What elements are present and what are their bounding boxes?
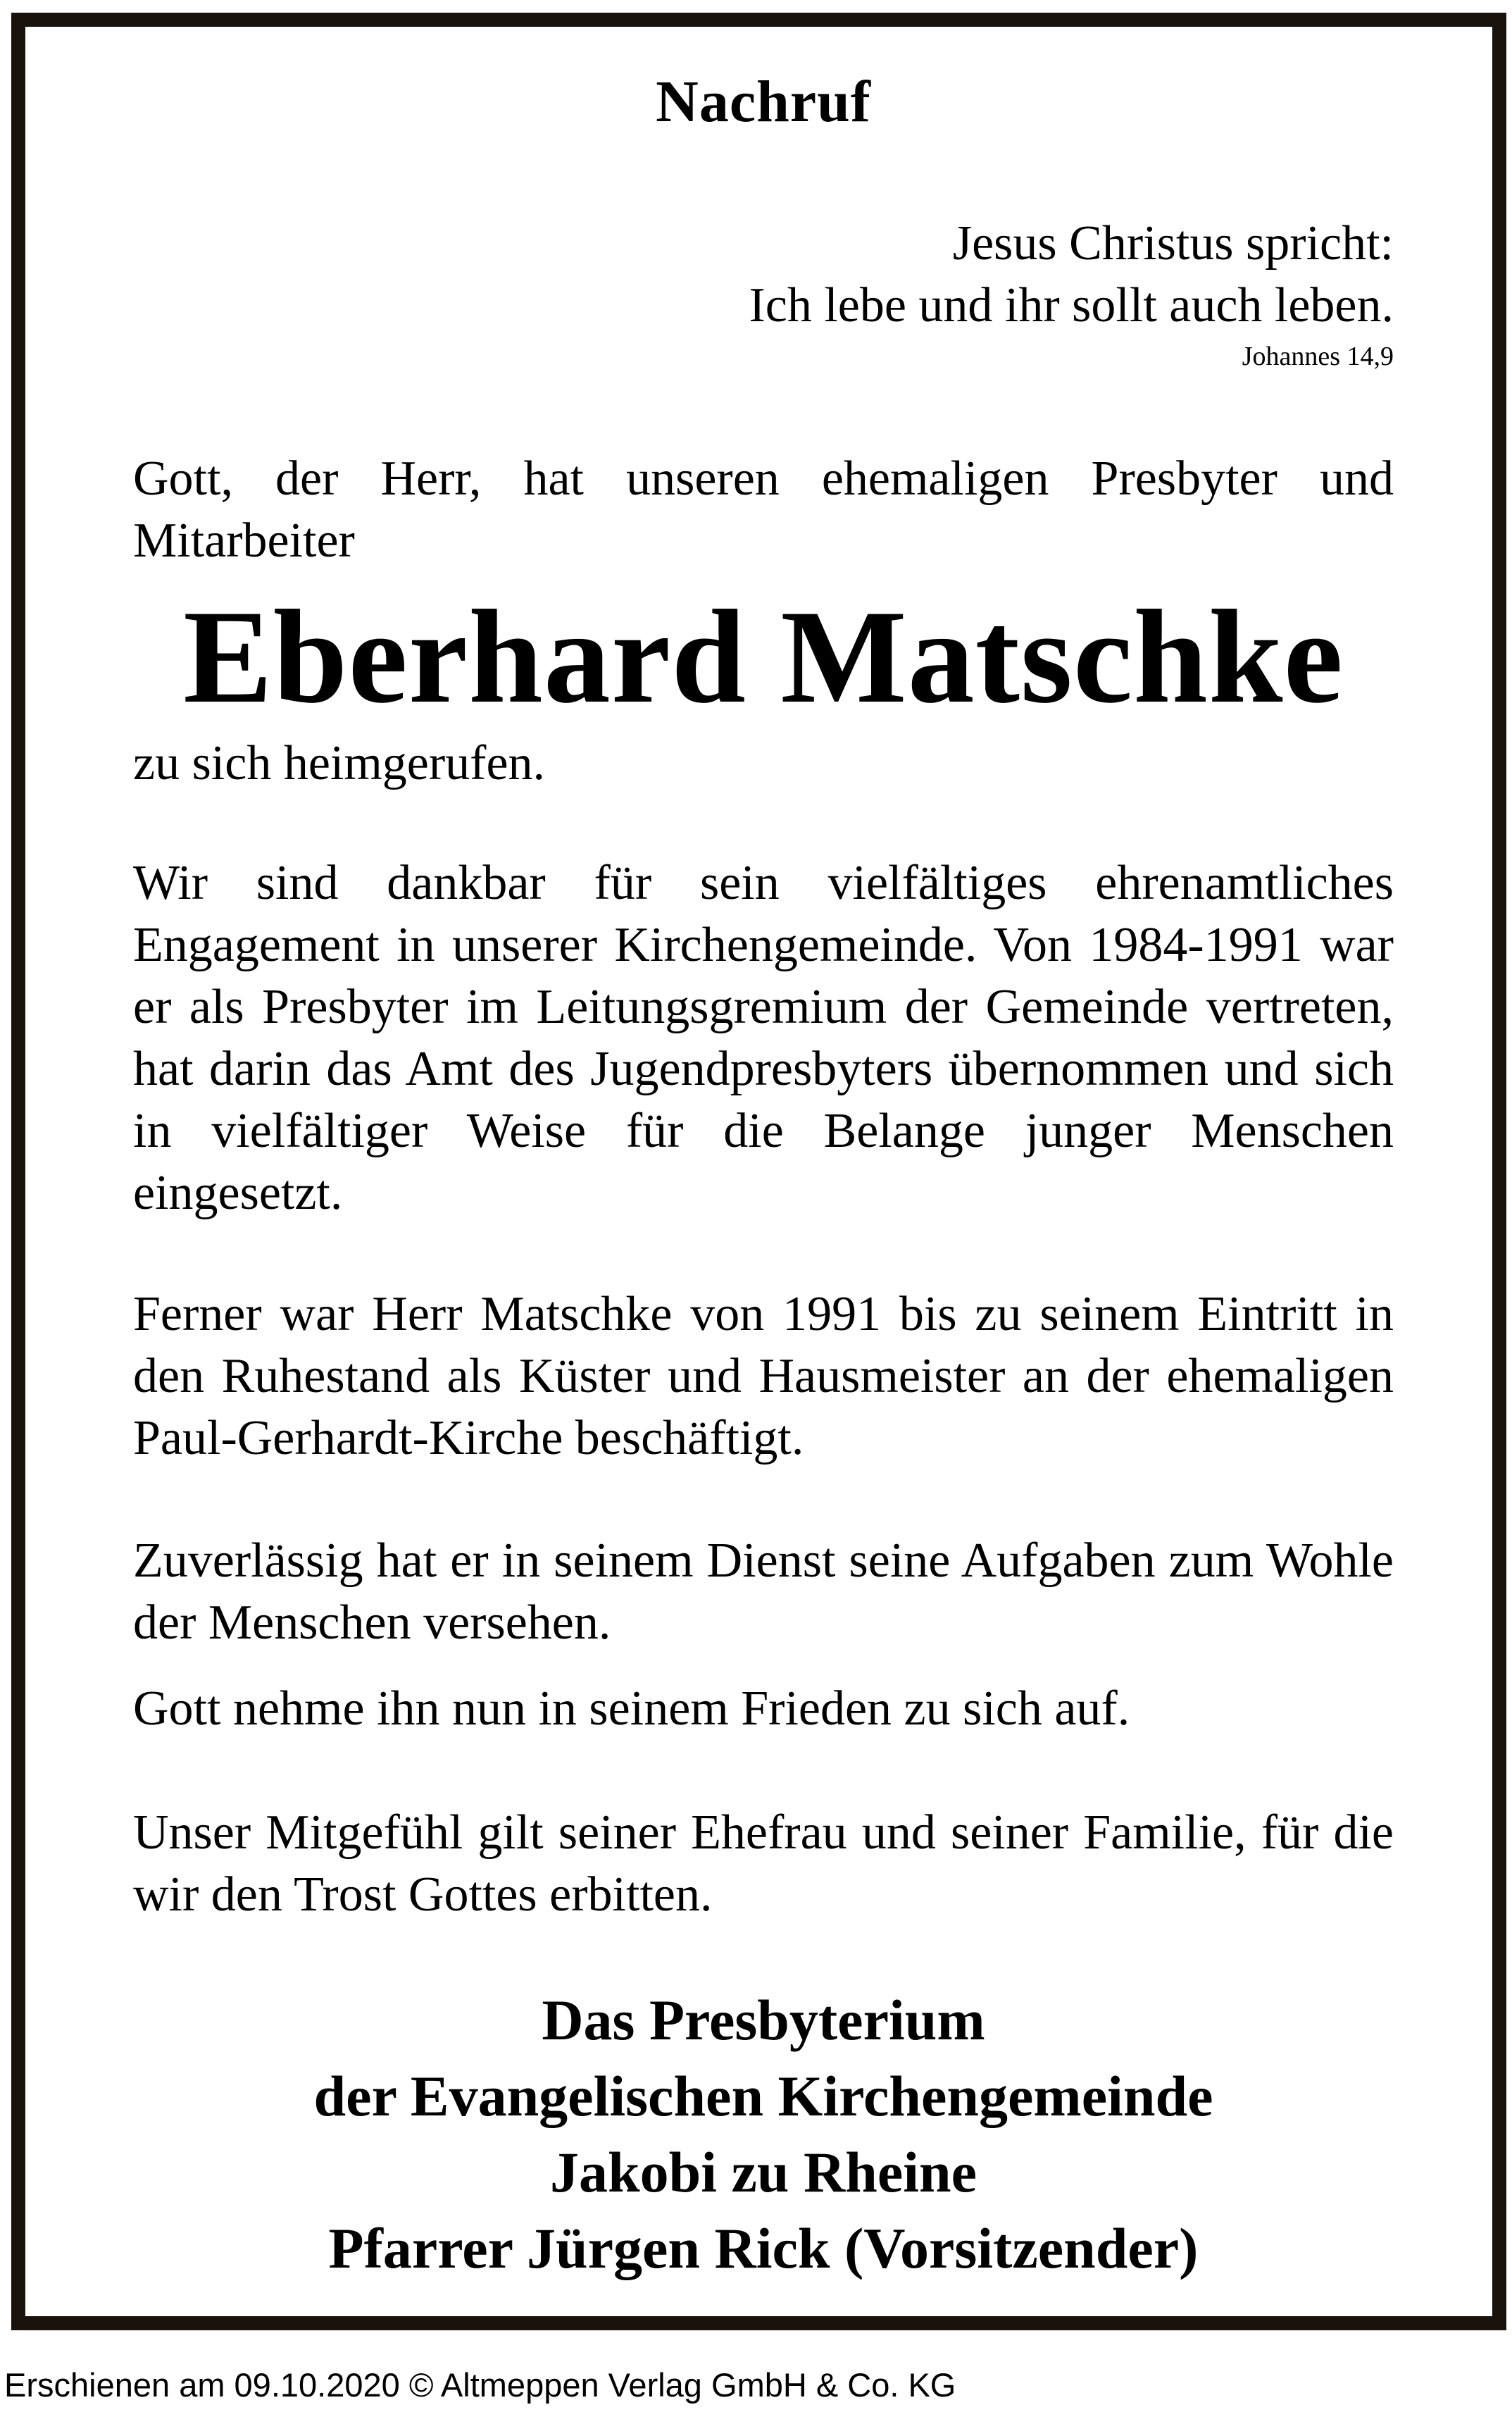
signature-line-1: Das Presbyterium: [542, 1988, 985, 2052]
publication-footer: Erschienen am 09.10.2020 © Altmeppen Verlag GmbH & Co. KG: [4, 2366, 956, 2404]
paragraph-sympathy: Unser Mitgefühl gilt seiner Ehefrau und seiner Familie, für die wir den Trost Gottes erbitten.: [133, 1805, 1394, 1922]
verse-line-1: Jesus Christus spricht:: [952, 216, 1394, 271]
signature-line-2: der Evangelischen Kirchengemeinde: [313, 2064, 1213, 2128]
paragraph-service: Zuverlässig hat er in seinem Dienst seine Aufgaben zum Wohle der Menschen versehen.: [133, 1534, 1394, 1650]
called-home-text: zu sich heimgerufen.: [133, 736, 546, 790]
signature-line-4: Pfarrer Jürgen Rick (Vorsitzender): [328, 2216, 1199, 2280]
notice-title: Nachruf: [656, 69, 871, 135]
obituary-notice-frame: [11, 13, 1506, 2330]
bible-verse: [133, 213, 1394, 337]
paragraph-peace: Gott nehme ihn nun in seinem Frieden zu sich auf.: [133, 1681, 1130, 1736]
paragraph-thanks: Wir sind dankbar für sein vielfältiges ehrenamtliches Engagement in unserer Kirchengemeinde. Von 1984-1991 war er als Presbyter im Leitungsgremium der Gemeinde vertreten, hat darin das Amt des Jugendpresbyters übernommen und sich in vielfältiger Weise für die Belange junger Menschen eingesetzt.: [133, 856, 1394, 1220]
deceased-name: Eberhard Matschke: [183, 583, 1344, 731]
paragraph-work: Ferner war Herr Matschke von 1991 bis zu seinem Eintritt in den Ruhestand als Küster und Hausmeister an der ehemaligen Paul-Gerhardt-Kirche beschäftigt.: [133, 1287, 1394, 1465]
signature-block: [133, 1982, 1394, 2287]
verse-line-2: Ich lebe und ihr sollt auch leben.: [749, 278, 1394, 332]
signature-line-3: Jakobi zu Rheine: [550, 2140, 977, 2204]
verse-reference: Johannes 14,9: [1242, 342, 1394, 371]
intro-paragraph: Gott, der Herr, hat unseren ehemaligen Presbyter und Mitarbeiter: [133, 452, 1394, 568]
